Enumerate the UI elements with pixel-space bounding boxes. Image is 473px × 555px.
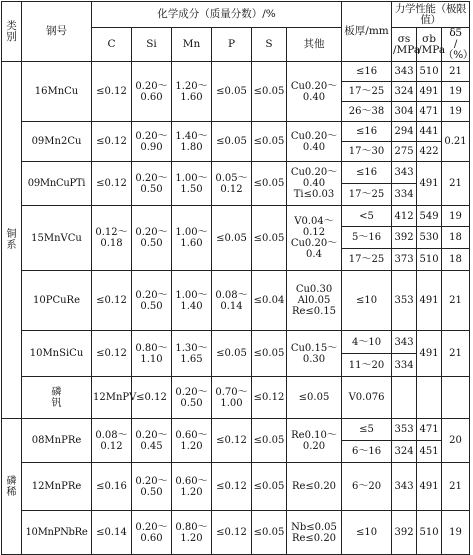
sigma-s-cell: 343 <box>392 331 417 354</box>
si-cell: 0.20～ 0.50 <box>132 271 172 331</box>
sigma-s-cell: 343 <box>392 463 417 511</box>
table-row <box>2 419 470 441</box>
p-cell: 0.05～ 0.12 <box>212 162 252 206</box>
header-sigma-s: σs /MPa <box>392 28 417 62</box>
table-row <box>2 62 470 82</box>
thickness-cell: <5 <box>342 206 392 227</box>
thickness-cell: 17～25 <box>342 82 392 102</box>
table-row <box>2 511 470 555</box>
sigma-s-cell: 392 <box>392 511 417 555</box>
grade-cell: 16MnCu <box>22 62 92 122</box>
grade-cell: 10MnSiCu <box>22 331 92 377</box>
si-cell: 0.20～ 0.60 <box>132 511 172 555</box>
c-cell: ≤0.14 <box>92 511 132 555</box>
header-si: Si <box>132 28 172 62</box>
s-cell: ≤0.04 <box>252 271 287 331</box>
p-cell: ≤0.12 <box>252 377 287 419</box>
si-cell: 0.80～ 1.10 <box>132 331 172 377</box>
delta5-cell: 21 <box>442 331 470 377</box>
table-row <box>2 122 470 142</box>
p-cell: ≤0.12 <box>212 463 252 511</box>
grade-cell: 15MnVCu <box>22 206 92 271</box>
mn-cell: 0.60～ 1.20 <box>172 419 212 463</box>
sigma-b-cell: 491 <box>417 463 442 511</box>
thickness-cell: ≤10 <box>342 511 392 555</box>
sigma-s-cell: 334 <box>392 184 417 206</box>
header-c: C <box>92 28 132 62</box>
sigma-b-cell: 491 <box>417 82 442 102</box>
sigma-b-cell <box>442 377 470 419</box>
sigma-s-cell: 294 <box>392 122 417 142</box>
s-cell: ≤0.05 <box>252 206 287 271</box>
header-mn: Mn <box>172 28 212 62</box>
s-cell: ≤0.05 <box>252 331 287 377</box>
sigma-s-cell <box>417 377 442 419</box>
c-cell: ≤0.12 <box>92 271 132 331</box>
s-cell: ≤0.05 <box>252 511 287 555</box>
p-cell: ≤0.05 <box>212 331 252 377</box>
sigma-s-cell: 324 <box>392 82 417 102</box>
header-sigma-b: σb /MPa <box>417 28 442 62</box>
thickness-cell: 17～25 <box>342 249 392 271</box>
header-other: 其他 <box>287 28 342 62</box>
header-category: 类 别 <box>2 2 22 62</box>
s-cell: ≤0.05 <box>252 419 287 463</box>
sigma-s-cell: 275 <box>392 142 417 162</box>
header-thickness: 板厚/mm <box>342 2 392 62</box>
grade-cell: 12MnPV <box>92 377 132 419</box>
sigma-b-cell: 471 <box>417 419 442 441</box>
sigma-b-cell: 441 <box>417 122 442 142</box>
delta5-cell: 19 <box>442 511 470 555</box>
c-cell: ≤0.12 <box>92 62 132 122</box>
p-cell: ≤0.05 <box>212 206 252 271</box>
si-cell: 0.20～ 0.60 <box>132 62 172 122</box>
other-cell: Cu0.20～ 0.40 <box>287 62 342 122</box>
sigma-b-cell: 510 <box>417 62 442 82</box>
mn-cell: 1.40～ 1.80 <box>172 122 212 162</box>
grade-cell: 08MnPRe <box>22 419 92 463</box>
steel-properties-table <box>1 1 473 555</box>
sigma-b-cell: 451 <box>417 441 442 463</box>
header-mech-title: 力学性能（极限值） <box>392 2 470 28</box>
si-cell: 0.20～ 0.50 <box>172 377 212 419</box>
grade-cell: 10MnPNbRe <box>22 511 92 555</box>
grade-cell: 10PCuRe <box>22 271 92 331</box>
c-cell: ≤0.16 <box>92 463 132 511</box>
c-cell: 0.08～ 0.12 <box>92 419 132 463</box>
delta5-cell: 21 <box>442 62 470 82</box>
other-cell: V0.076 <box>342 377 392 419</box>
sigma-s-cell: 334 <box>392 354 417 377</box>
table-row <box>2 271 470 331</box>
thickness-cell: ≤16 <box>342 122 392 142</box>
other-cell: Cu0.20～ 0.40 <box>287 122 342 162</box>
sigma-b-cell: 422 <box>417 142 442 162</box>
thickness-cell: 6～16 <box>342 441 392 463</box>
delta5-cell: 20 <box>442 419 470 463</box>
delta5-cell: 21 <box>442 271 470 331</box>
si-cell: 0.20～ 0.45 <box>132 419 172 463</box>
p-cell: ≤0.12 <box>212 419 252 463</box>
thickness-cell: 6～20 <box>342 463 392 511</box>
table-row <box>2 331 470 354</box>
s-cell: ≤0.05 <box>252 463 287 511</box>
sigma-b-cell: 510 <box>417 511 442 555</box>
group-p-v: 磷 钒 <box>22 377 92 419</box>
header-chem-title: 化学成分（质量分数）/% <box>92 2 342 28</box>
sigma-s-cell: 412 <box>392 206 417 227</box>
mn-cell: 1.30～ 1.65 <box>172 331 212 377</box>
other-cell: Re0.10～ 0.20 <box>287 419 342 463</box>
thickness-cell: ≤16 <box>342 62 392 82</box>
thickness-cell <box>392 377 417 419</box>
c-cell: 0.12～ 0.18 <box>92 206 132 271</box>
mn-cell: 1.00～ 1.40 <box>172 271 212 331</box>
s-cell: ≤0.05 <box>252 162 287 206</box>
mn-cell: 0.80～ 1.20 <box>172 511 212 555</box>
grade-cell: 09Mn2Cu <box>22 122 92 162</box>
table-row <box>2 463 470 511</box>
header-s: S <box>252 28 287 62</box>
si-cell: 0.20～ 0.50 <box>132 162 172 206</box>
delta5-cell: 19 <box>442 206 470 227</box>
si-cell: 0.20～ 0.50 <box>132 463 172 511</box>
delta5-cell: 19 <box>442 102 470 122</box>
c-cell: ≤0.12 <box>92 162 132 206</box>
grade-cell: 12MnPRe <box>22 463 92 511</box>
c-cell: ≤0.12 <box>92 122 132 162</box>
mn-cell: 0.60～ 1.20 <box>172 463 212 511</box>
other-cell: Cu0.30 Al0.05 Re≤0.15 <box>287 271 342 331</box>
sigma-b-cell: 510 <box>417 249 442 271</box>
other-cell: V0.04～ 0.12 Cu0.20～ 0.4 <box>287 206 342 271</box>
sigma-b-cell: 491 <box>417 162 442 206</box>
table-row <box>2 162 470 184</box>
thickness-cell: ≤16 <box>342 162 392 184</box>
delta5-cell: 21 <box>442 162 470 206</box>
sigma-b-cell: 471 <box>417 102 442 122</box>
sigma-s-cell: 353 <box>392 271 417 331</box>
header-grade: 钢号 <box>22 2 92 62</box>
sigma-s-cell: 392 <box>392 227 417 249</box>
sigma-s-cell: 343 <box>392 162 417 184</box>
sigma-b-cell: 549 <box>417 206 442 227</box>
mn-cell: 0.70～ 1.00 <box>212 377 252 419</box>
other-cell: Cu0.15～ 0.30 <box>287 331 342 377</box>
sigma-s-cell: 343 <box>392 62 417 82</box>
group-p-re: 磷 稀 <box>2 419 22 555</box>
header-row-1 <box>2 2 470 28</box>
header-delta5: δ5 /（%） <box>443 27 473 61</box>
thickness-cell: ≤5 <box>342 419 392 441</box>
group-copper: 铜 系 <box>2 62 22 419</box>
si-cell: 0.20～ 0.50 <box>132 206 172 271</box>
sigma-b-cell: 491 <box>417 271 442 331</box>
mn-cell: 1.20～ 1.60 <box>172 62 212 122</box>
header-p: P <box>212 28 252 62</box>
mn-cell: 1.00～ 1.60 <box>172 206 212 271</box>
delta5-cell: 21 <box>442 463 470 511</box>
other-cell: Cu0.20～ 0.40 Ti≤0.03 <box>287 162 342 206</box>
thickness-cell: 17～25 <box>342 184 392 206</box>
thickness-cell: 5～16 <box>342 227 392 249</box>
sigma-s-cell: 373 <box>392 249 417 271</box>
s-cell: ≤0.05 <box>287 377 342 419</box>
table-row <box>2 206 470 227</box>
sigma-b-cell: 491 <box>417 331 442 377</box>
other-cell: Re≤0.20 <box>287 463 342 511</box>
sigma-s-cell: 324 <box>392 441 417 463</box>
delta5-cell: 18 <box>442 227 470 249</box>
mn-cell: 1.00～ 1.50 <box>172 162 212 206</box>
delta5-cell: 18 <box>442 249 470 271</box>
si-cell: 0.20～ 0.90 <box>132 122 172 162</box>
sigma-s-cell: 304 <box>392 102 417 122</box>
delta5-cell: 0.21 <box>442 122 470 162</box>
other-cell: Nb≤0.05 Re≤0.20 <box>287 511 342 555</box>
p-cell: ≤0.05 <box>212 122 252 162</box>
s-cell: ≤0.05 <box>252 122 287 162</box>
thickness-cell: ≤10 <box>342 271 392 331</box>
p-cell: 0.08～ 0.14 <box>212 271 252 331</box>
p-cell: ≤0.05 <box>212 62 252 122</box>
sigma-s-cell: 353 <box>392 419 417 441</box>
delta5-cell: 19 <box>442 82 470 102</box>
thickness-cell: 11～20 <box>342 354 392 377</box>
c-cell: ≤0.12 <box>132 377 172 419</box>
thickness-cell: 26～38 <box>342 102 392 122</box>
p-cell: ≤0.12 <box>212 511 252 555</box>
thickness-cell: 17～30 <box>342 142 392 162</box>
c-cell: ≤0.12 <box>92 331 132 377</box>
sigma-b-cell: 530 <box>417 227 442 249</box>
table-row <box>2 377 470 419</box>
thickness-cell: 4～10 <box>342 331 392 354</box>
grade-cell: 09MnCuPTi <box>22 162 92 206</box>
s-cell: ≤0.05 <box>252 62 287 122</box>
